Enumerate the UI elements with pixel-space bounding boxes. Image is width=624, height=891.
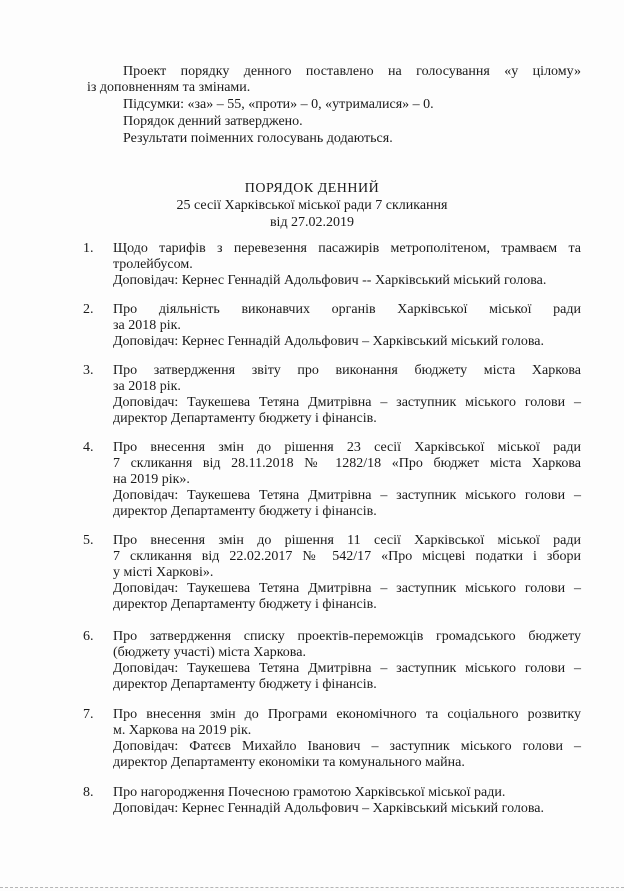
voting-statement-line-1: Проект порядку денного поставлено на голосування «у цілому»: [123, 64, 581, 79]
voting-results: Підсумки: «за» – 55, «проти» – 0, «утрималися» – 0.: [123, 97, 434, 112]
agenda-item-line: Про затвердження звіту про виконання бюджету міста Харкова: [113, 363, 581, 378]
agenda-item-line: Щодо тарифів з перевезення пасажирів метрополітеном, трамваєм та: [113, 241, 581, 256]
agenda-item-line: Про затвердження списку проектів-переможців громадського бюджету: [113, 629, 581, 644]
agenda-item-line: у місті Харкові».: [113, 565, 214, 580]
agenda-item-number: 8.: [83, 785, 94, 800]
agenda-date: від 27.02.2019: [269, 215, 355, 230]
agenda-item-text: [113, 241, 581, 289]
agenda-item-line: Доповідач: Таукешева Тетяна Дмитрівна – заступник міського голови –: [113, 395, 581, 410]
roll-call-results-note: Результати поіменних голосувань додаються.: [123, 131, 393, 146]
agenda-item-number: 7.: [83, 707, 94, 722]
agenda-item-line: Доповідач: Кернес Геннадій Адольфович – Харківський міський голова.: [113, 334, 545, 349]
agenda-item-text: [113, 785, 581, 817]
voting-statement-line-2: із доповненням та змінами.: [87, 80, 251, 95]
agenda-item-line: м. Харкова на 2019 рік.: [113, 723, 252, 738]
agenda-item-number: 6.: [83, 629, 94, 644]
agenda-item-line: Про внесення змін до рішення 11 сесії Харківської міської ради: [113, 533, 581, 548]
agenda-item-line: Доповідач: Кернес Геннадій Адольфович -- Харківський міський голова.: [113, 273, 547, 288]
agenda-item-line: Доповідач: Таукешева Тетяна Дмитрівна – заступник міського голови –: [113, 488, 581, 503]
agenda-item-number: 4.: [83, 440, 94, 455]
agenda-item-line: Про діяльність виконавчих органів Харківської міської ради: [113, 302, 581, 317]
agenda-item-line: Доповідач: Таукешева Тетяна Дмитрівна – заступник міського голови –: [113, 581, 581, 596]
agenda-title: ПОРЯДОК ДЕННИЙ: [244, 181, 380, 196]
agenda-item-line: Доповідач: Фатєєв Михайло Іванович – заступник міського голови –: [113, 739, 581, 754]
agenda-item-number: 5.: [83, 533, 94, 548]
agenda-item-line: 7 скликання від 22.02.2017 № 542/17 «Про місцеві податки і збори: [113, 549, 581, 564]
agenda-item-text: [113, 533, 581, 613]
agenda-item-text: [113, 363, 581, 427]
agenda-item-line: директор Департаменту економіки та комунального майна.: [113, 755, 465, 770]
agenda-item-line: Про внесення змін до рішення 23 сесії Харківської міської ради: [113, 440, 581, 455]
agenda-item-line: директор Департаменту бюджету і фінансів.: [113, 411, 377, 426]
agenda-item-text: [113, 707, 581, 771]
agenda-item-number: 3.: [83, 363, 94, 378]
agenda-item-text: [113, 440, 581, 520]
agenda-item-line: директор Департаменту бюджету і фінансів.: [113, 504, 377, 519]
agenda-subtitle: 25 сесії Харківської міської ради 7 скликання: [176, 198, 448, 213]
agenda-item-line: за 2018 рік.: [113, 379, 181, 394]
agenda-item-line: директор Департаменту бюджету і фінансів.: [113, 677, 377, 692]
agenda-item-text: [113, 629, 581, 693]
agenda-item-number: 2.: [83, 302, 94, 317]
page-bottom-edge: [0, 887, 624, 888]
agenda-item-number: 1.: [83, 241, 94, 256]
agenda-item-line: Про нагородження Почесною грамотою Харківської міської ради.: [113, 785, 506, 800]
agenda-item-line: Про внесення змін до Програми економічного та соціального розвитку: [113, 707, 581, 722]
agenda-item-line: тролейбусом.: [113, 257, 193, 272]
agenda-item-line: директор Департаменту бюджету і фінансів.: [113, 597, 377, 612]
agenda-approved-note: Порядок денний затверджено.: [123, 114, 303, 129]
agenda-item-line: Доповідач: Кернес Геннадій Адольфович – Харківський міський голова.: [113, 801, 545, 816]
agenda-item-line: (бюджету участі) міста Харкова.: [113, 645, 306, 660]
agenda-item-line: за 2018 рік.: [113, 318, 181, 333]
agenda-item-line: 7 скликання від 28.11.2018 № 1282/18 «Про бюджет міста Харкова: [113, 456, 581, 471]
agenda-item-text: [113, 302, 581, 350]
agenda-item-line: на 2019 рік».: [113, 472, 190, 487]
agenda-item-line: Доповідач: Таукешева Тетяна Дмитрівна – заступник міського голови –: [113, 661, 581, 676]
